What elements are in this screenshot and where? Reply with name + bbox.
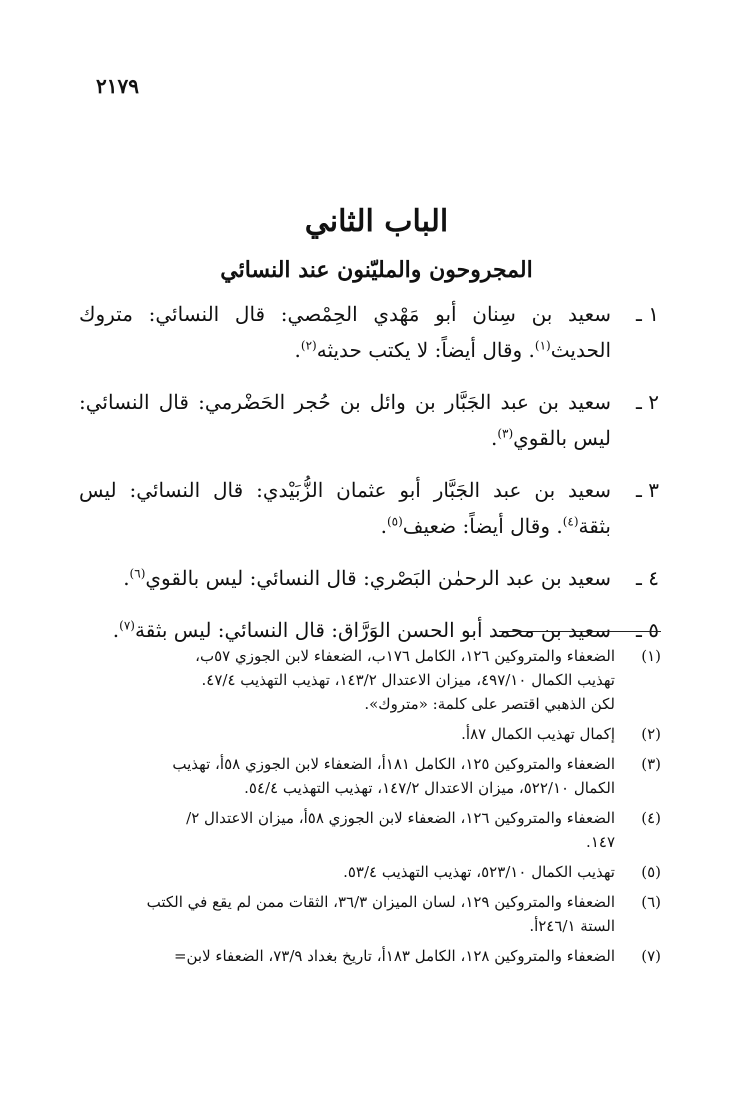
footnote-body (84, 752, 615, 800)
footnote-line: الضعفاء والمتروكين ١٢٥، الكامل ١٨١أ، الضعفاء لابن الجوزي ٥٨أ، تهذيب (172, 755, 615, 773)
narrator-entry (79, 472, 659, 544)
footnote-ref: (٢) (300, 338, 317, 353)
chapter-title: الباب الثاني (304, 204, 449, 239)
entry-text-segment: سعيد بن عبد الجَبَّار بن وائل بن حُجر الحَضْرمي: قال النسائي: ليس بالقوي (79, 390, 611, 450)
entry-text-segment: . (123, 566, 130, 590)
footnote-body (84, 644, 615, 716)
footnote-body (84, 806, 615, 854)
footnote-number: (٦) (641, 893, 661, 911)
section-title: المجروحون والمليّنون عند النسائي (220, 257, 533, 283)
footnote-line: الضعفاء والمتروكين ١٢٦، الكامل ١٧٦ب، الضعفاء لابن الجوزي ٥٧ب، (195, 647, 615, 665)
entry-number: ٥ ـ (636, 618, 659, 642)
entry-text-segment: سعيد بن عبد الجَبَّار أبو عثمان الزُّبَيْدي: قال النسائي: ليس بثقة (79, 478, 611, 538)
narrator-entries (79, 296, 659, 664)
footnote-number: (٢) (641, 725, 661, 743)
footnote-ref: (٧) (119, 618, 135, 633)
footnote-divider (499, 631, 661, 632)
entry-text (79, 472, 611, 544)
entry-text (79, 384, 611, 456)
entry-text-segment: سعيد بن محمد أبو الحسن الوَرَّاق: قال النسائي: ليس بثقة (134, 618, 611, 642)
entry-text-segment: . (490, 426, 498, 450)
footnote-line: الضعفاء والمتروكين ١٢٦، الضعفاء لابن الجوزي ٥٨أ، ميزان الاعتدال ٢/ (186, 809, 615, 827)
footnote-number: (١) (641, 647, 661, 665)
entry-text-segment: . (294, 338, 301, 362)
entry-text (79, 560, 611, 596)
footnote-line: الضعفاء والمتروكين ١٢٨، الكامل ١٨٣أ، تاريخ بغداد ٧٣/٩، الضعفاء لابن= (173, 947, 615, 965)
footnote (84, 752, 661, 800)
footnote-line: تهذيب الكمال ٤٩٧/١٠، ميزان الاعتدال ١٤٣/٢، تهذيب التهذيب ٤٧/٤. (201, 671, 615, 689)
footnote-body (84, 722, 615, 746)
footnote (84, 890, 661, 938)
footnote-line: الكمال ٥٢٢/١٠، ميزان الاعتدال ١٤٧/٢، تهذيب التهذيب ٥٤/٤. (244, 779, 615, 797)
footnote-line: إكمال تهذيب الكمال ٨٧أ. (461, 725, 615, 743)
narrator-entry (79, 612, 659, 648)
entry-text-segment: . (112, 618, 120, 642)
footnote-ref: (٣) (497, 426, 514, 441)
footnote-line: الستة ٢٤٦/١أ. (529, 917, 615, 935)
footnote (84, 944, 661, 968)
footnote-ref: (٤) (562, 514, 579, 529)
footnote-ref: (٦) (129, 566, 146, 581)
narrator-entry (79, 296, 659, 368)
footnote-body (84, 860, 615, 884)
footnote-body (84, 890, 615, 938)
footnote-line: لكن الذهبي اقتصر على كلمة: «متروك». (364, 695, 615, 713)
entry-number: ٤ ـ (636, 566, 659, 590)
entry-text (79, 612, 611, 648)
footnote (84, 806, 661, 854)
entry-number: ١ ـ (636, 302, 659, 326)
footnote-number: (٤) (641, 809, 661, 827)
footnote-number: (٧) (641, 947, 661, 965)
footnote (84, 860, 661, 884)
entry-text-segment: . وقال أيضاً: ضعيف (402, 514, 563, 538)
entry-number: ٣ ـ (636, 478, 659, 502)
entry-text-segment: سعيد بن عبد الرحمٰن البَصْري: قال النسائي: ليس بالقوي (145, 566, 611, 590)
footnote-line: الضعفاء والمتروكين ١٢٩، لسان الميزان ٣٦/٣، الثقات ممن لم يقع في الكتب (146, 893, 615, 911)
entry-number: ٢ ـ (636, 390, 659, 414)
footnote-line: تهذيب الكمال ٥٢٣/١٠، تهذيب التهذيب ٥٣/٤. (343, 863, 615, 881)
entry-text-segment: . وقال أيضاً: لا يكتب حديثه (316, 338, 535, 362)
page-number: ٢١٧٩ (96, 74, 139, 98)
footnote (84, 644, 661, 716)
entry-text (79, 296, 611, 368)
footnote-body (84, 944, 615, 968)
footnote-line: ١٤٧. (586, 833, 615, 851)
footnote-ref: (١) (534, 338, 551, 353)
footnote-ref: (٥) (386, 514, 403, 529)
entry-text-segment: سعيد بن سِنان أبو مَهْدي الحِمْصي: قال النسائي: متروك الحديث (79, 302, 611, 362)
footnote-number: (٣) (641, 755, 661, 773)
footnote-number: (٥) (641, 863, 661, 881)
entry-text-segment: . (380, 514, 387, 538)
footnotes (84, 644, 661, 974)
footnote (84, 722, 661, 746)
narrator-entry (79, 560, 659, 596)
narrator-entry (79, 384, 659, 456)
